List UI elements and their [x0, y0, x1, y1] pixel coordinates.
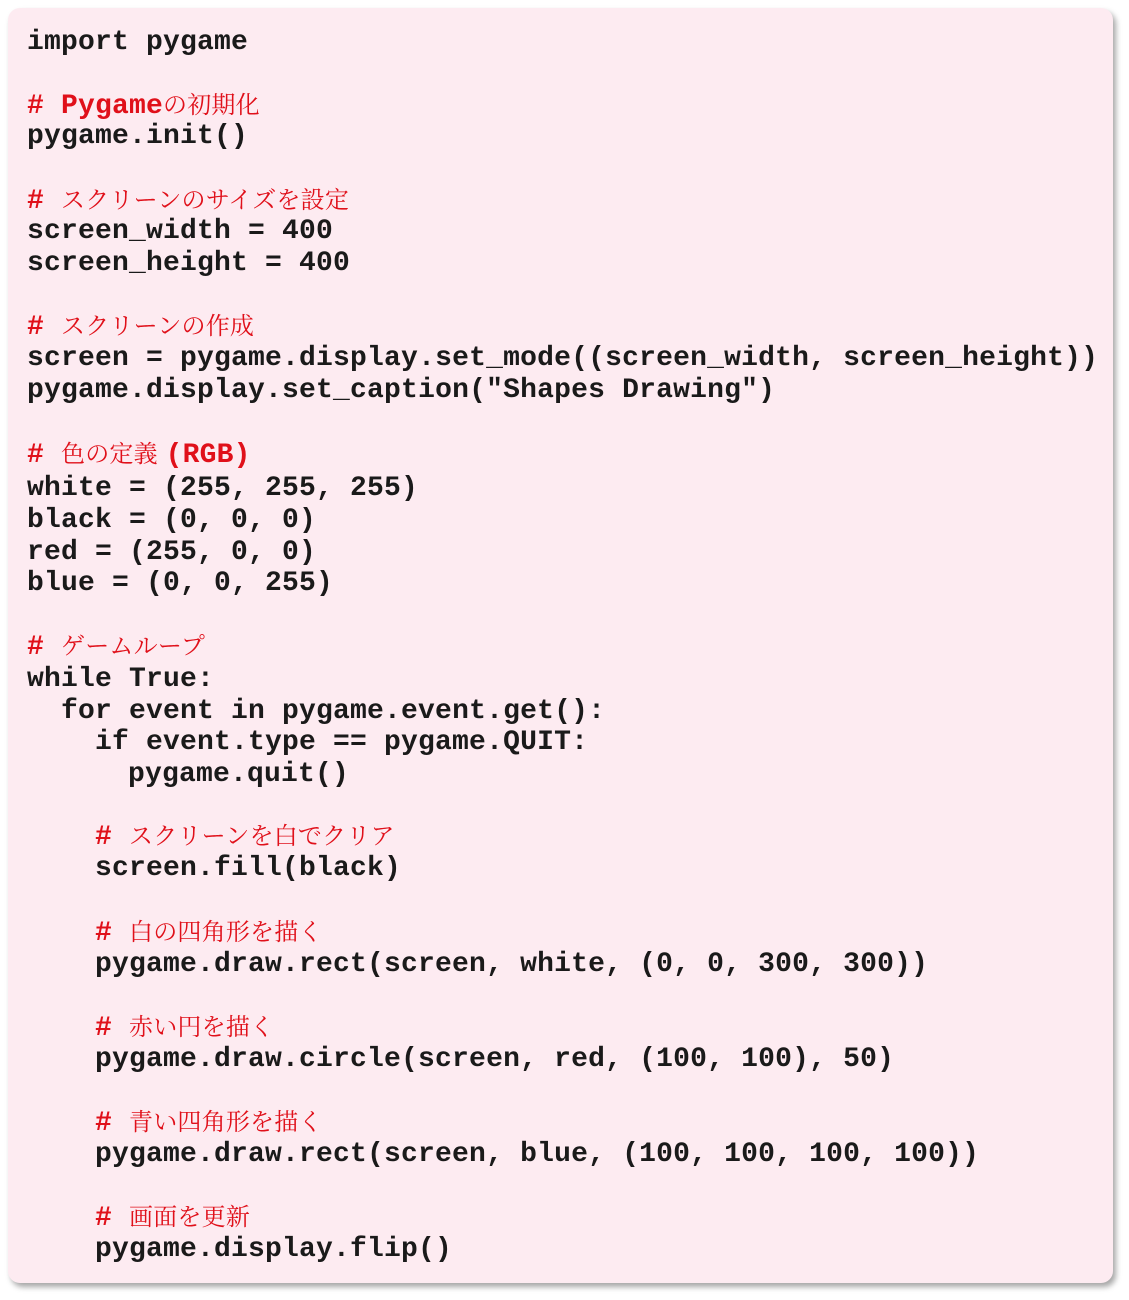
- code-line: while True:: [27, 664, 215, 695]
- code-comment-line: [27, 89, 260, 121]
- code-line: if event.type == pygame.QUIT:: [95, 727, 589, 758]
- code-comment-line: [95, 820, 395, 852]
- comment-prefix: #: [95, 918, 130, 949]
- code-block: [8, 8, 1113, 1283]
- code-comment-line: [27, 310, 254, 342]
- comment-prefix: #: [27, 186, 62, 217]
- comment-japanese-text: の初期化: [163, 91, 260, 119]
- code-comment-line: [95, 1106, 323, 1138]
- comment-prefix: # Pygame: [27, 91, 164, 122]
- code-line: pygame.draw.rect(screen, white, (0, 0, 300, 300)): [95, 949, 929, 980]
- comment-japanese-text: ゲームループ: [61, 632, 206, 660]
- code-comment-line: [27, 438, 251, 470]
- code-line: white = (255, 255, 255): [27, 473, 419, 504]
- code-line: red = (255, 0, 0): [27, 537, 317, 568]
- comment-prefix: #: [95, 822, 130, 853]
- code-comment-line: [95, 916, 323, 948]
- comment-prefix: #: [27, 632, 62, 663]
- code-line: black = (0, 0, 0): [27, 505, 317, 536]
- code-line: pygame.draw.circle(screen, red, (100, 100), 50): [95, 1044, 895, 1075]
- comment-japanese-text: スクリーンのサイズを設定: [61, 186, 350, 214]
- comment-japanese-text: 赤い円を描く: [129, 1013, 275, 1041]
- comment-japanese-text: 白の四角形を描く: [129, 918, 323, 946]
- code-line: import pygame: [27, 27, 249, 58]
- code-line: pygame.init(): [27, 121, 249, 152]
- code-line: screen.fill(black): [95, 853, 402, 884]
- code-line: pygame.display.set_caption("Shapes Drawing"): [27, 375, 776, 406]
- comment-prefix: #: [95, 1203, 130, 1234]
- code-line: pygame.display.flip(): [95, 1234, 453, 1265]
- comment-japanese-text: 青い四角形を描く: [129, 1108, 323, 1136]
- code-comment-line: [95, 1201, 250, 1233]
- comment-prefix: #: [95, 1108, 130, 1139]
- code-line: pygame.draw.rect(screen, blue, (100, 100, 100, 100)): [95, 1139, 980, 1170]
- code-line: for event in pygame.event.get():: [61, 696, 606, 727]
- code-line: pygame.quit(): [128, 759, 350, 790]
- code-line: screen_width = 400: [27, 216, 334, 247]
- code-comment-line: [95, 1011, 274, 1043]
- comment-japanese-text: 画面を更新: [129, 1203, 251, 1231]
- code-comment-line: [27, 184, 349, 216]
- code-line: blue = (0, 0, 255): [27, 568, 334, 599]
- comment-japanese-text: スクリーンの作成: [61, 312, 255, 340]
- code-line: screen_height = 400: [27, 248, 351, 279]
- comment-japanese-text: スクリーンを白でクリア: [129, 822, 395, 850]
- code-line: screen = pygame.display.set_mode((screen_width, screen_height)): [27, 343, 1099, 374]
- comment-prefix: #: [27, 312, 62, 343]
- code-comment-line: [27, 630, 205, 662]
- comment-suffix: (RGB): [165, 440, 251, 471]
- comment-japanese-text: 色の定義: [61, 440, 166, 468]
- comment-prefix: #: [27, 440, 62, 471]
- comment-prefix: #: [95, 1013, 130, 1044]
